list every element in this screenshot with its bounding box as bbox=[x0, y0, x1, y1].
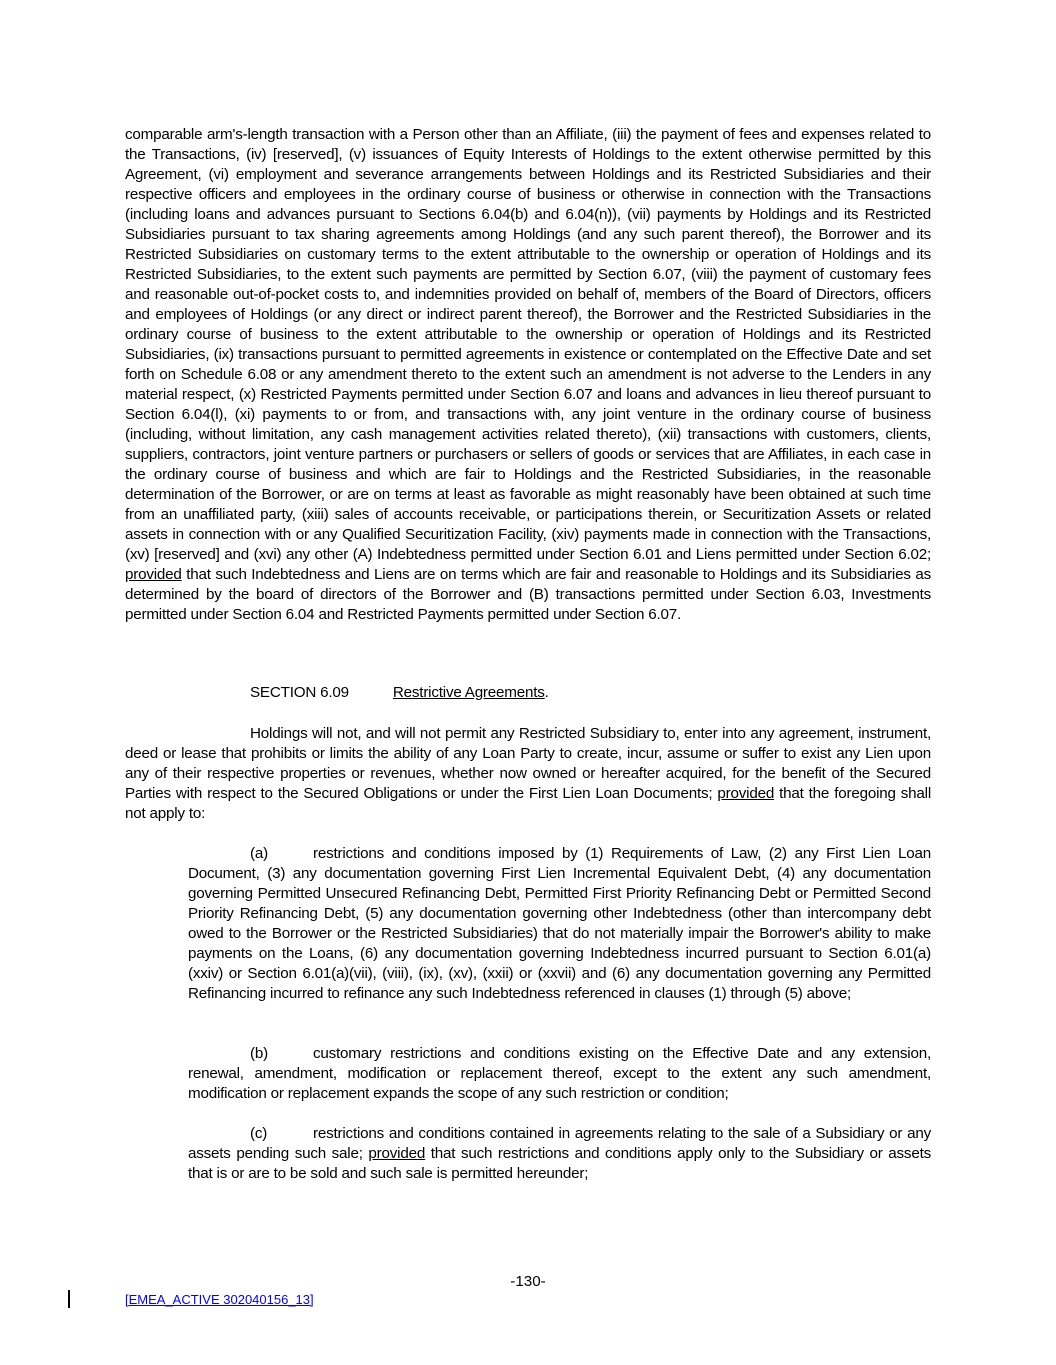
provided-term: provided bbox=[368, 1145, 426, 1162]
document-id-link[interactable]: [EMEA_ACTIVE 302040156_13] bbox=[125, 1292, 314, 1307]
section-heading bbox=[250, 683, 549, 703]
lead-paragraph-text: Holdings will not, and will not permit any Restricted Subsidiary to, enter into any agreement, instrument, deed or lease that prohibits or limits the ability of any Loan Party to create, incur, assume or suffer to exist any Lien upon any of their respective properties or revenues, whether now owned or hereafter acquired, for the benefit of the Secured Parties with respect to the Secured Obligations or under the First Lien Loan Documents; bbox=[125, 725, 931, 802]
clause-tail: that such restrictions and conditions apply only to the Subsidiary or assets that is or are to be sold and such sale is permitted hereunder; bbox=[188, 1145, 931, 1182]
clause-text: restrictions and conditions imposed by (1) Requirements of Law, (2) any First Lien Loan Document, (3) any documentation governing First Lien Incremental Equivalent Debt, (4) any documentation governing Permitted Unsecured Refinancing Debt, Permitted First Priority Refinancing Debt or Permitted Second Priority Refinancing Debt, (5) any documentation governing other Indebtedness (other than intercompany debt owed to the Borrower or the Restricted Subsidiaries) that do not materially impair the Borrower's ability to make payments on the Loans, (6) any documentation governing Indebtedness incurred pursuant to Section 6.01(a)(xxiv) or Section 6.01(a)(vii), (viii), (ix), (xv), (xxii) or (xxvii) and (6) any documentation governing any Permitted Refinancing incurred to refinance any such Indebtedness referenced in clauses (1) through (5) above; bbox=[188, 845, 931, 1002]
continued-paragraph-text: comparable arm's-length transaction with a Person other than an Affiliate, (iii) the payment of fees and expenses related to the Transactions, (iv) [reserved], (v) issuances of Equity Interests of Holdings to the extent otherwise permitted by this Agreement, (vi) employment and severance arrangements between Holdings and its Restricted Subsidiaries and their respective officers and employees in the ordinary course of business or otherwise in connection with the Transactions (including loans and advances pursuant to Sections 6.04(b) and 6.04(n)), (vii) payments by Holdings and its Restricted Subsidiaries pursuant to tax sharing agreements among Holdings (and any such parent thereof), the Borrower and its Restricted Subsidiaries on customary terms to the extent attributable to the ownership or operation of Holdings and its Restricted Subsidiaries, to the extent such payments are permitted by Section 6.07, (viii) the payment of customary fees and reasonable out-of-pocket costs to, and indemnities provided on behalf of, members of the Board of Directors, officers and employees of Holdings (or any direct or indirect parent thereof), the Borrower and the Restricted Subsidiaries in the ordinary course of business to the extent attributable to the ownership or operation of Holdings and its Restricted Subsidiaries, (ix) transactions pursuant to permitted agreements in existence or contemplated on the Effective Date and set forth on Schedule 6.08 or any amendment thereto to the extent such an amendment is not adverse to the Lenders in any material respect, (x) Restricted Payments permitted under Section 6.07 and loans and advances in lieu thereof pursuant to Section 6.04(l), (xi) payments to or from, and transactions with, any joint venture in the ordinary course of business (including, without limitation, any cash management activities related thereto), (xii) transactions with customers, clients, suppliers, contractors, joint venture partners or purchasers or sellers of goods or services that are Affiliates, in each case in the ordinary course of business and which are fair to Holdings and the Restricted Subsidiaries, in the reasonable determination of the Borrower, or are on terms at least as favorable as might reasonably have been obtained at such time from an unaffiliated party, (xiii) sales of accounts receivable, or participations therein, or Securitization Assets or related assets in connection with or any Qualified Securitization Facility, (xiv) payments made in connection with the Transactions, (xv) [reserved] and (xvi) any other (A) Indebtedness permitted under Section 6.01 and Liens permitted under Section 6.02; bbox=[125, 126, 931, 563]
clause-label: (c) bbox=[250, 1125, 268, 1142]
section-title-period: . bbox=[544, 684, 549, 701]
section-title: Restrictive Agreements bbox=[392, 684, 545, 701]
provided-term: provided bbox=[717, 785, 775, 802]
clause-text: restrictions and conditions contained in agreements relating to the sale of a Subsidiary or any assets pending such sale; bbox=[188, 1125, 931, 1162]
clause-label: (b) bbox=[250, 1045, 268, 1062]
continued-paragraph bbox=[125, 125, 931, 625]
section-number: SECTION 6.09 bbox=[250, 684, 349, 701]
clause-a bbox=[188, 844, 931, 1004]
clause-text: customary restrictions and conditions existing on the Effective Date and any extension, renewal, amendment, modification or replacement thereof, except to the extent any such amendment, modification or replacement expands the scope of any such restriction or condition; bbox=[188, 1045, 931, 1102]
provided-term: provided bbox=[125, 566, 182, 583]
lead-paragraph bbox=[125, 724, 931, 824]
clause-c bbox=[188, 1124, 931, 1184]
page-number: -130- bbox=[510, 1273, 546, 1290]
change-bar bbox=[68, 1290, 70, 1308]
lead-paragraph-tail: that the foregoing shall not apply to: bbox=[125, 785, 931, 822]
clause-label: (a) bbox=[250, 845, 268, 862]
clause-b bbox=[188, 1044, 931, 1104]
continued-paragraph-tail: that such Indebtedness and Liens are on terms which are fair and reasonable to Holdings and its Subsidiaries as determined by the board of directors of the Borrower and (B) transactions permitted under Section 6.03, Investments permitted under Section 6.04 and Restricted Payments permitted under Section 6.07. bbox=[125, 566, 931, 623]
